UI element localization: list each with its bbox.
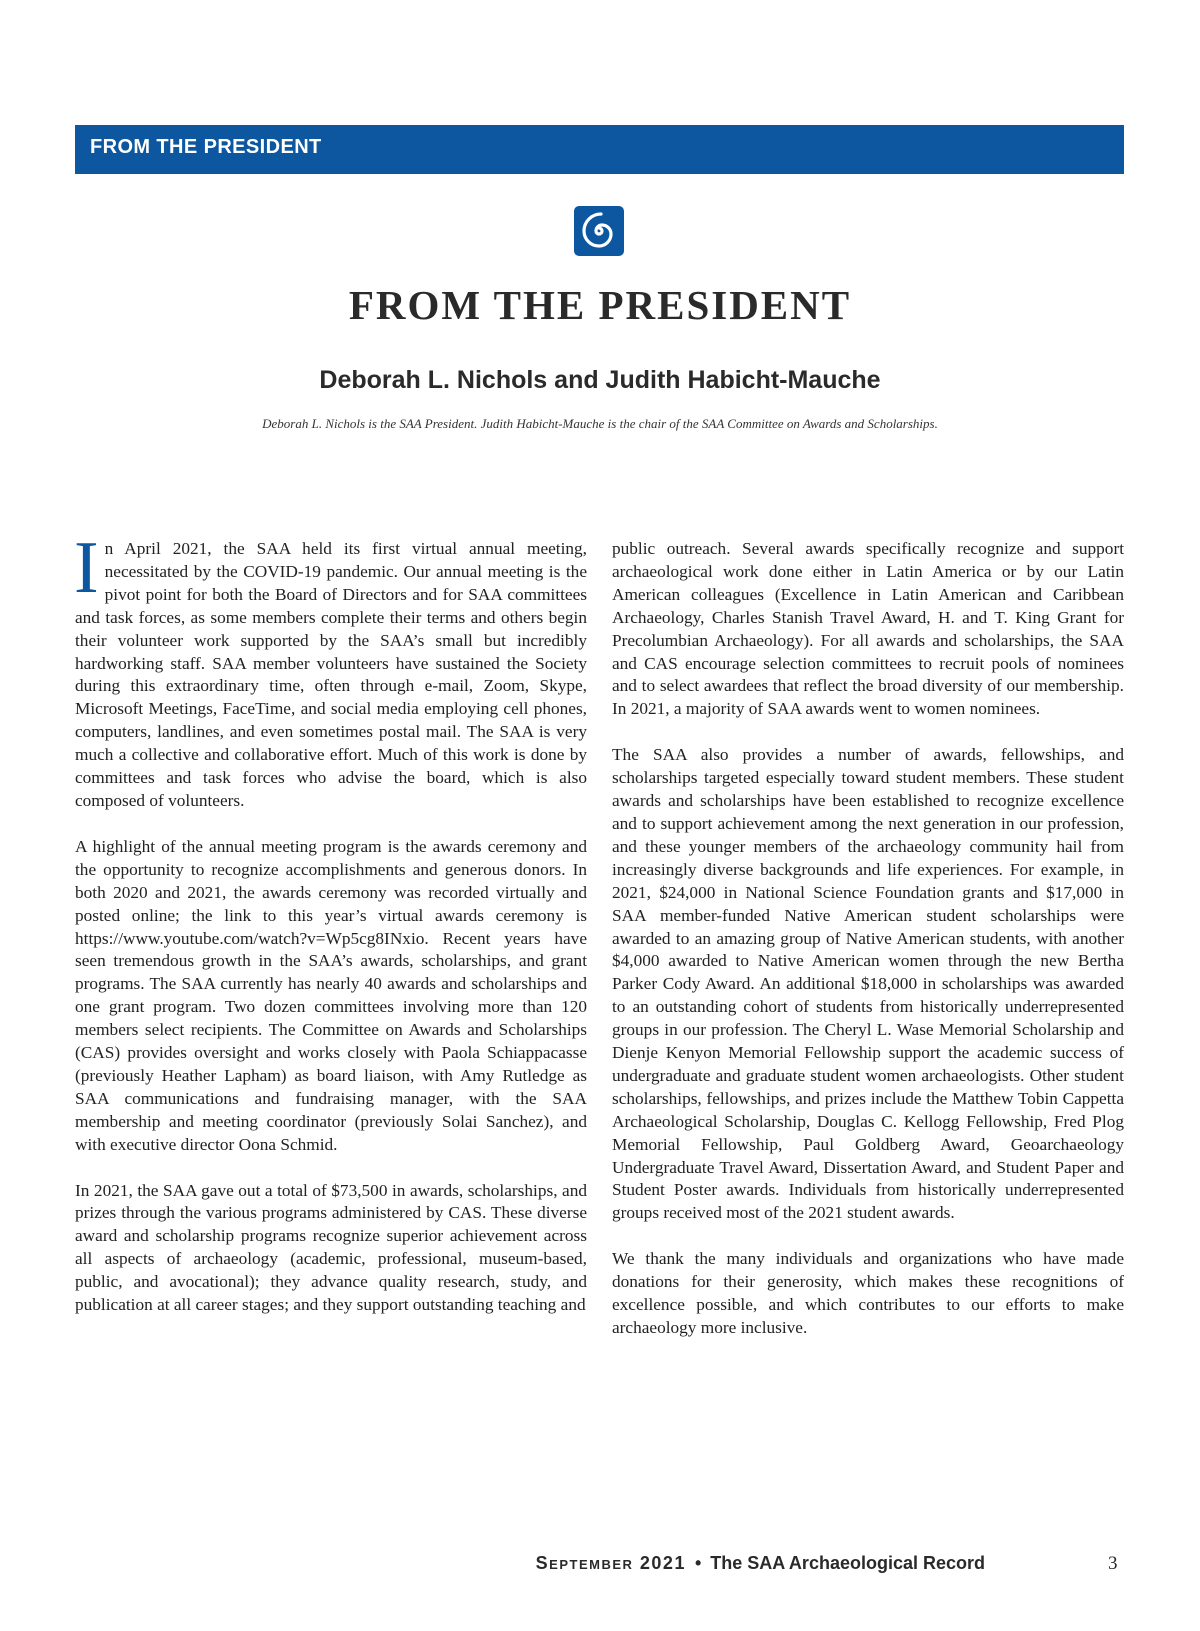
paragraph-5: We thank the many individuals and organizations who have made donations for their generosity, which makes these recognitions of excellence possible, and which contributes to our efforts to make archaeology more inclusive. <box>612 1249 1124 1337</box>
paragraph-1 <box>74 527 587 813</box>
section-banner <box>75 125 1124 174</box>
footer-bullet: • <box>694 1553 702 1573</box>
page-number: 3 <box>1108 1553 1118 1574</box>
section-label: FROM THE PRESIDENT <box>90 136 322 158</box>
drop-cap: I <box>74 527 99 609</box>
footer-publication: The SAA Archaeological Record <box>710 1553 985 1573</box>
paragraph-1-text: n April 2021, the SAA held its first virtual annual meeting, necessitated by the COVID-19 pandemic. Our annual meeting is the pivot point for both the Board of Directors and for SAA committees and task forces, as some members complete their terms and others begin their volunteer work supported by the SAA’s small but incredibly hardworking staff. SAA member volunteers have sustained the Society during this extraordinary time, often through e-mail, Zoom, Skype, Microsoft Meetings, FaceTime, and social media employing cell phones, computers, landlines, and even sometimes postal mail. The SAA is very much a collective and collaborative effort. Much of this work is done by committees and task forces who advise the board, which is also composed of volunteers. <box>75 539 587 810</box>
author-bio: Deborah L. Nichols is the SAA President. Judith Habicht-Mauche is the chair of the SAA Committee on Awards and Scholarships. <box>262 416 938 431</box>
spiral-logo-icon <box>573 205 625 257</box>
paragraph-2: A highlight of the annual meeting program is the awards ceremony and the opportunity to recognize accomplishments and generous donors. In both 2020 and 2021, the awards ceremony was recorded virtually and posted online; the link to this year’s virtual awards ceremony is https://www.youtube.com/watch?v=Wp5cg8INxio. Recent years have seen tremendous growth in the SAA’s awards, scholarships, and grant programs. The SAA currently has nearly 40 awards and scholarships and one grant program. Two dozen committees involving more than 120 members select recipients. The Committee on Awards and Scholarships (CAS) provides oversight and works closely with Paola Schiappacasse (previously Heather Lapham) as board liaison, with Amy Rutledge as SAA communications and fundraising manager, with the SAA membership and meeting coordinator (previously Solai Sanchez), and with executive director Oona Schmid. <box>75 836 587 1154</box>
right-column <box>612 538 1124 1363</box>
page-footer <box>536 1553 985 1574</box>
footer-issue-date: September 2021 <box>535 1553 686 1573</box>
paragraph-3-end: public outreach. Several awards specifically recognize and support archaeological work done either in Latin America or by our Latin American colleagues (Excellence in Latin American and Caribbean Archaeology, Charles Stanish Travel Award, H. and T. King Grant for Precolumbian Archaeology). For all awards and scholarships, the SAA and CAS encourage selection committees to recruit pools of nominees and to select awardees that reflect the broad diversity of our membership. In 2021, a majority of SAA awards went to women nominees. <box>612 539 1124 719</box>
left-column <box>74 527 587 1340</box>
paragraph-3-start: In 2021, the SAA gave out a total of $73,500 in awards, scholarships, and prizes through the various programs administered by CAS. These diverse award and scholarship programs recognize superior achievement across all aspects of archaeology (academic, professional, museum-based, public, and avocational); they advance quality research, study, and publication at all career stages; and they support outstanding teaching and <box>75 1180 587 1315</box>
article-title: FROM THE PRESIDENT <box>348 282 852 328</box>
paragraph-4: The SAA also provides a number of awards, fellowships, and scholarships targeted especially toward student members. These student awards and scholarships have been established to recognize excellence and to support achievement among the next generation in our profession, and these younger members of the archaeology community hail from increasingly diverse backgrounds and life experiences. For example, in 2021, $24,000 in National Science Foundation grants and $17,000 in SAA member-funded Native American student scholarships were awarded to an amazing group of Native American students, with another $4,000 awarded to Native American women through the new Bertha Parker Cody Award. An additional $18,000 in scholarships was awarded to an outstanding cohort of students from historically underrepresented groups in our profession. The Cheryl L. Wase Memorial Scholarship and Dienje Kenyon Memorial Fellowship support the academic success of undergraduate and graduate student women archaeologists. Other student scholarships, fellowships, and prizes include the Matthew Tobin Cappetta Archaeological Scholarship, Douglas C. Kellogg Fellowship, Fred Plog Memorial Fellowship, Paul Goldberg Award, Geoarchaeology Undergraduate Travel Award, Dissertation Award, and Student Paper and Student Poster awards. Individuals from historically underrepresented groups received most of the 2021 student awards. <box>612 745 1124 1223</box>
article-authors: Deborah L. Nichols and Judith Habicht-Mauche <box>319 366 881 394</box>
